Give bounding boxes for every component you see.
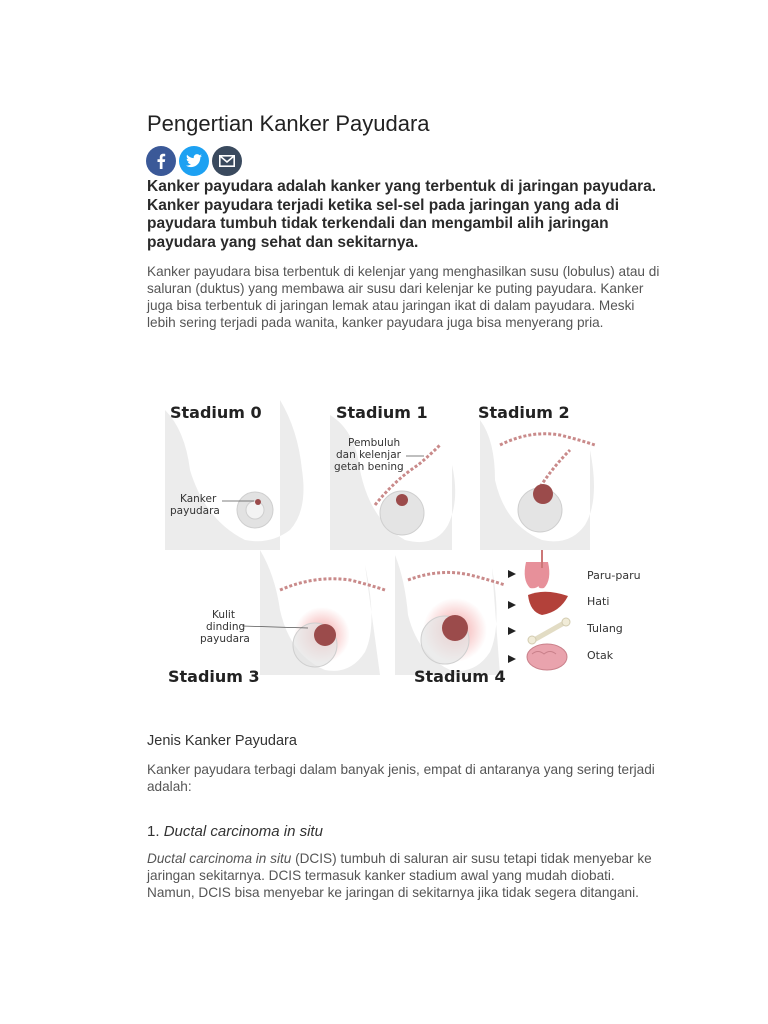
dcis-term: Ductal carcinoma in situ xyxy=(147,851,292,866)
share-bar xyxy=(146,146,242,176)
organ-label-tulang: Tulang xyxy=(587,622,623,635)
stage-3-label: Stadium 3 xyxy=(168,667,260,686)
organ-label-paru: Paru-paru xyxy=(587,569,641,582)
label-kanker-2: payudara xyxy=(170,505,220,517)
body-paragraph-1: Kanker payudara bisa terbentuk di kelenjar yang menghasilkan susu (lobulus) atau di saluran (duktus) yang membawa air susu dari kelenjar ke puting payudara. Kanker juga bisa terbentuk di jaringan lemak atau jaringan ikat di dalam payudara. Meski lebih sering terjadi pada wanita, kanker payudara juga bisa menyerang pria. xyxy=(147,264,660,330)
facebook-icon xyxy=(154,153,168,169)
stage-1-illustration xyxy=(330,415,455,550)
label-kulit-3: payudara xyxy=(200,633,250,645)
stage-3-illustration xyxy=(260,550,385,675)
label-kulit-2: dinding xyxy=(206,621,246,633)
stage-4-illustration xyxy=(395,555,505,675)
metastasis-organs xyxy=(508,550,570,670)
page-title: Pengertian Kanker Payudara xyxy=(147,111,430,136)
email-icon xyxy=(219,155,235,167)
lung-icon xyxy=(525,550,550,588)
twitter-icon xyxy=(186,154,202,168)
label-pembuluh-3: getah bening xyxy=(334,461,404,473)
twitter-share-button[interactable] xyxy=(179,146,209,176)
arrow-icon-liver xyxy=(508,601,516,609)
list-item-number: 1. xyxy=(147,823,160,840)
body-paragraph-2: Kanker payudara terbagi dalam banyak jenis, empat di antaranya yang sering terjadi adalah: xyxy=(147,762,655,794)
list-item-title: Ductal carcinoma in situ xyxy=(163,823,323,840)
label-pembuluh-2: dan kelenjar xyxy=(336,449,401,461)
section-heading: Jenis Kanker Payudara xyxy=(147,733,297,749)
stage-0-label: Stadium 0 xyxy=(170,403,262,422)
email-share-button[interactable] xyxy=(212,146,242,176)
arrow-icon-brain xyxy=(508,655,516,663)
stage-1-label: Stadium 1 xyxy=(336,403,428,422)
body-paragraph-3 xyxy=(147,850,662,901)
organ-label-hati: Hati xyxy=(587,595,610,608)
brain-icon xyxy=(527,644,567,670)
stage-2-illustration xyxy=(480,420,595,550)
stage-4-label: Stadium 4 xyxy=(414,667,506,686)
cancer-stages-figure xyxy=(150,390,650,690)
arrow-icon-bone xyxy=(508,627,516,635)
stage-2-label: Stadium 2 xyxy=(478,403,570,422)
organ-label-otak: Otak xyxy=(587,649,614,662)
dcis-description: (DCIS) tumbuh di saluran air susu tetapi tidak menyebar ke jaringan sekitarnya. DCIS termasuk kanker stadium awal yang mudah diobati. Namun, DCIS bisa menyebar ke jaringan di sekitarnya jika tidak segera ditangani. xyxy=(147,851,652,900)
lead-paragraph: Kanker payudara adalah kanker yang terbentuk di jaringan payudara. Kanker payudara terjadi ketika sel-sel pada jaringan yang ada di payudara tumbuh tidak terkendali dan mengambil alih jaringan payudara yang sehat dan sekitarnya. xyxy=(147,178,657,251)
label-pembuluh-1: Pembuluh xyxy=(348,437,401,449)
liver-icon xyxy=(528,592,568,615)
list-item-heading xyxy=(147,823,323,840)
bone-icon xyxy=(528,618,570,644)
label-kulit-1: Kulit xyxy=(212,609,235,621)
facebook-share-button[interactable] xyxy=(146,146,176,176)
label-kanker-1: Kanker xyxy=(180,493,217,505)
stage-0-illustration xyxy=(165,400,304,550)
arrow-icon-lung xyxy=(508,570,516,578)
